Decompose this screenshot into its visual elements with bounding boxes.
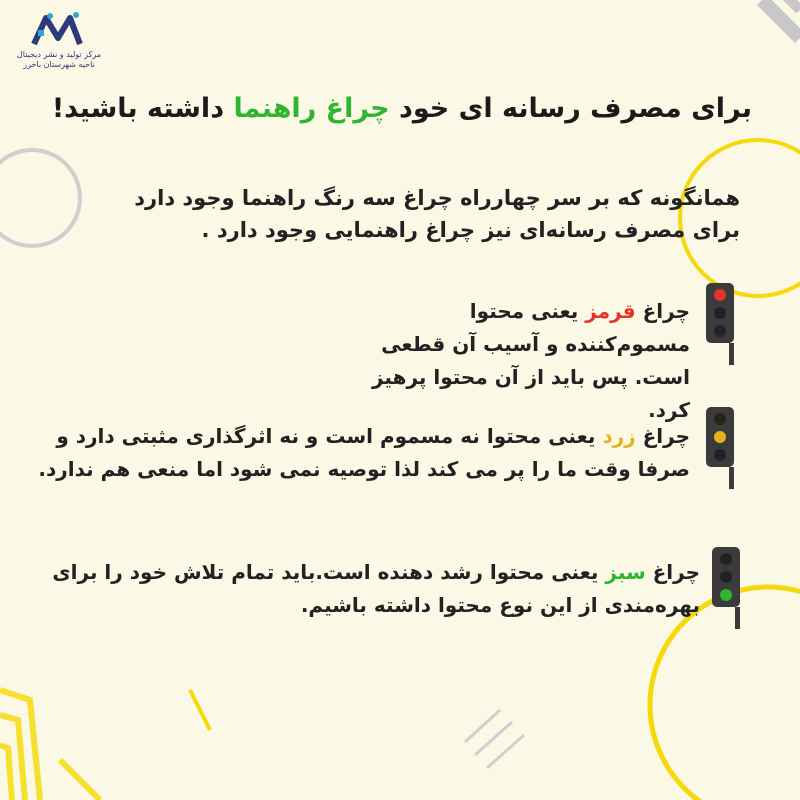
yellow-light-text [28, 420, 690, 486]
title-highlight: چراغ راهنما [233, 93, 390, 124]
logo [14, 10, 104, 70]
yellow-color-word: زرد [602, 424, 636, 448]
yellow-dash-decoration [190, 690, 210, 730]
gray-stripes-decoration [465, 710, 524, 768]
green-light-text [40, 556, 700, 622]
yellow-rest: یعنی محتوا نه مسموم است و نه اثرگذاری مثبتی دارد و صرفا وقت ما را پر می کند لذا توصیه نمی شود اما منعی هم ندارد. [38, 424, 690, 481]
traffic-light-red-icon [706, 283, 734, 365]
yellow-prefix: چراغ [635, 424, 690, 448]
logo-org-name-1: مرکز تولید و نشر دیجیتال [16, 50, 102, 59]
green-prefix: چراغ [645, 560, 700, 584]
red-prefix: چراغ [635, 299, 690, 323]
yellow-arrow-stripes-decoration [0, 690, 100, 800]
page-title [52, 93, 752, 124]
logo-org-name-2: ناحیه شهرستان باخرز [23, 60, 95, 69]
red-light-text [360, 295, 690, 427]
traffic-light-yellow-icon [706, 407, 734, 489]
traffic-light-green-icon [712, 547, 740, 629]
red-rest: یعنی محتوا مسموم‌کننده و آسیب آن قطعی است. پس باید از آن محتوا پرهیز کرد. [371, 299, 690, 422]
org-logo-icon [28, 10, 86, 50]
green-rest: یعنی محتوا رشد دهنده است.باید تمام تلاش خود را برای بهره‌مندی از این نوع محتوا داشته باشیم. [52, 560, 700, 617]
green-color-word: سبز [605, 560, 646, 584]
gray-ring-decoration [0, 150, 80, 246]
title-part-2: داشته باشید! [51, 93, 234, 124]
red-color-word: قرمز [585, 299, 636, 323]
intro-paragraph: همانگونه که بر سر چهارراه چراغ سه رنگ راهنما وجود دارد برای مصرف رسانه‌ای نیز چراغ راهنمایی وجود دارد . [134, 186, 740, 242]
title-part-1: برای مصرف رسانه ای خود [389, 93, 752, 124]
